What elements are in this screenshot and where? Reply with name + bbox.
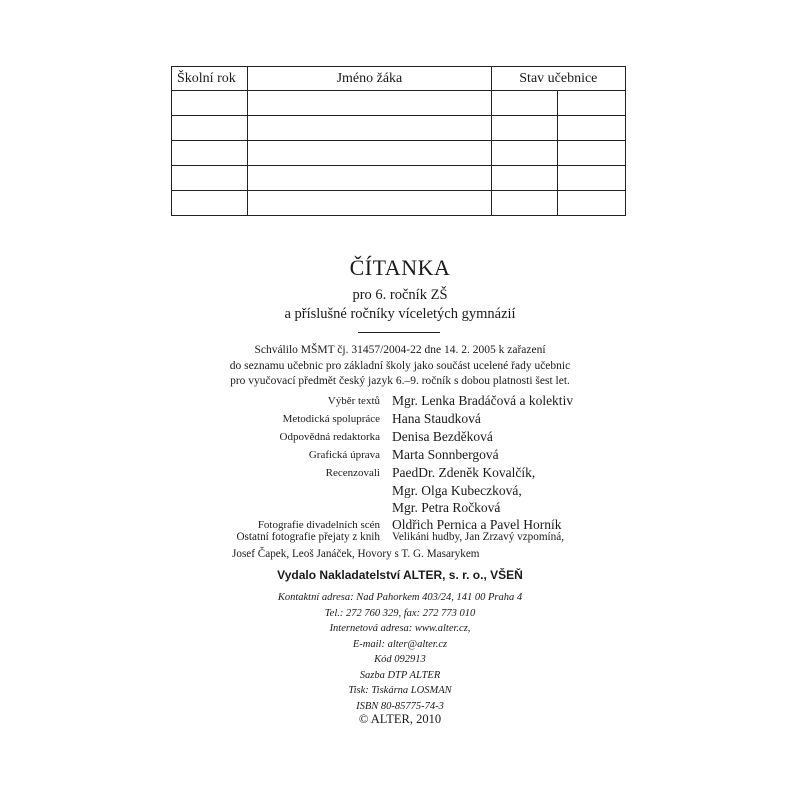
credit-row — [190, 428, 650, 446]
credit-row — [190, 446, 650, 464]
contact-line: Sazba DTP ALTER — [359, 669, 441, 681]
credit-role: Metodická spolupráce — [282, 413, 380, 425]
ownership-table — [171, 66, 626, 216]
contact-line: Kód 092913 — [374, 654, 426, 665]
credit-name: Mgr. Petra Ročková — [392, 500, 501, 515]
table-header-row — [172, 67, 626, 91]
subtitle-line: pro 6. ročník ZŠ — [352, 287, 448, 303]
publisher-contacts — [0, 590, 800, 714]
credit-role: Odpovědná redaktorka — [279, 431, 380, 443]
table-row — [172, 166, 626, 191]
divider — [358, 332, 440, 333]
credit-role: Recenzovali — [325, 467, 380, 479]
header-book-condition: Stav učebnice — [491, 67, 625, 91]
approval-line: do seznamu učebnic pro základní školy jako součást ucelené řady učebnic — [229, 359, 571, 372]
photo-credit-text: Velikáni hudby, Jan Zrzavý vzpomíná, — [392, 531, 565, 543]
credit-role — [190, 482, 392, 499]
table-row — [172, 91, 626, 116]
contact-line: Tel.: 272 760 329, fax: 272 773 010 — [324, 607, 476, 619]
credit-role: Fotografie divadelních scén — [257, 519, 380, 531]
credit-row — [190, 392, 650, 410]
photo-credits — [200, 529, 620, 563]
credit-name: Mgr. Olga Kubeczková, — [392, 483, 522, 498]
credit-row — [190, 464, 650, 482]
credit-name: PaedDr. Zdeněk Kovalčík, — [392, 465, 536, 480]
credit-role: Grafická úprava — [308, 449, 380, 461]
header-school-year: Školní rok — [172, 67, 248, 91]
table-row — [172, 141, 626, 166]
approval-line: Schválilo MŠMT čj. 31457/2004-22 dne 14. 2. 2005 k zařazení — [254, 344, 546, 356]
header-student-name: Jméno žáka — [248, 67, 492, 91]
credit-name: Mgr. Lenka Bradáčová a kolektiv — [392, 393, 574, 408]
approval-notice — [0, 343, 800, 390]
contact-line: ISBN 80-85775-74-3 — [356, 700, 444, 712]
credit-name: Oldřich Pernica a Pavel Horník — [392, 517, 562, 532]
contact-line: E-mail: alter@alter.cz — [352, 638, 448, 650]
copyright-notice: © ALTER, 2010 — [358, 712, 442, 726]
credit-name: Hana Staudková — [392, 411, 481, 426]
contact-line: Internetová adresa: www.alter.cz, — [329, 623, 471, 634]
credit-row — [190, 410, 650, 428]
table-row — [172, 191, 626, 216]
photo-credit-role: Ostatní fotografie přejaty z knih — [236, 531, 380, 543]
credits-list — [190, 392, 650, 534]
contact-line: Tisk: Tiskárna LOSMAN — [348, 685, 452, 696]
credit-row — [190, 499, 650, 516]
contact-line: Kontaktní adresa: Nad Pahorkem 403/24, 141 00 Praha 4 — [277, 592, 523, 603]
credit-role — [190, 499, 392, 516]
approval-line: pro vyučovací předmět český jazyk 6.–9. ročník s dobou platnosti šest let. — [230, 375, 570, 387]
publisher-line: Vydalo Nakladatelství ALTER, s. r. o., VŠEŇ — [277, 568, 523, 582]
book-title: ČÍTANKA — [349, 255, 451, 280]
credit-name: Denisa Bezděková — [392, 429, 493, 444]
table-row — [172, 116, 626, 141]
credit-role: Výběr textů — [327, 395, 380, 407]
credit-row — [190, 482, 650, 499]
subtitle-line: a příslušné ročníky víceletých gymnázií — [284, 306, 516, 322]
credit-name: Marta Sonnbergová — [392, 447, 499, 462]
book-subtitle — [0, 286, 800, 324]
photo-credit-text: Josef Čapek, Leoš Janáček, Hovory s T. G. Masarykem — [232, 548, 480, 560]
